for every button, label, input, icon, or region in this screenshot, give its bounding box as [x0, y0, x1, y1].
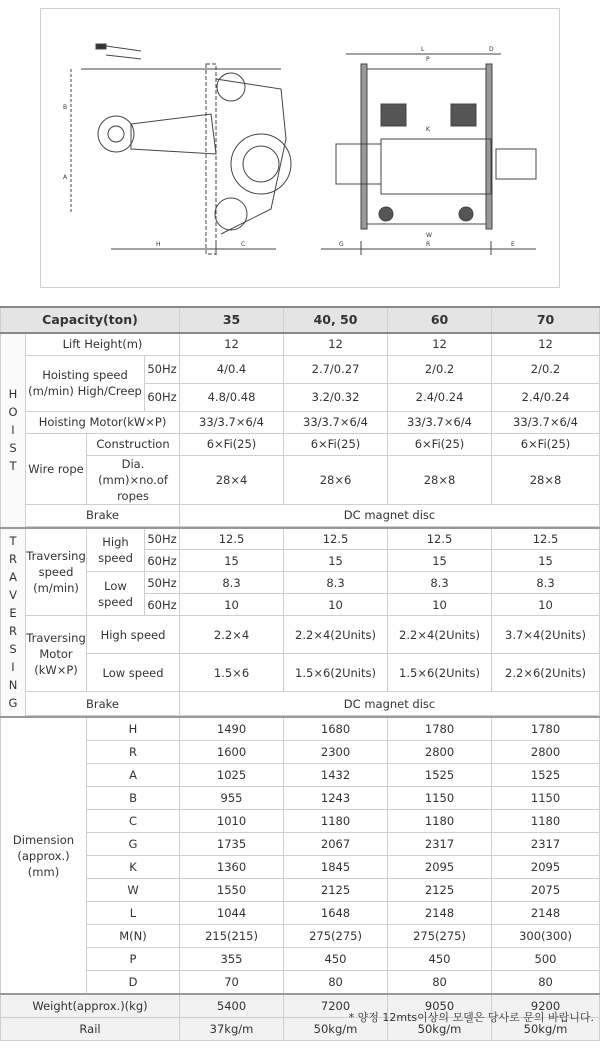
dimension-label: Dimension (approx.) (mm) — [1, 717, 87, 994]
drawing-gear-inner — [243, 146, 279, 182]
table-row: A 1025 1432 1525 1525 — [1, 764, 600, 787]
frame-body — [366, 69, 486, 224]
drawing-part — [96, 44, 106, 49]
frame-side — [361, 64, 367, 229]
table-row: K 1360 1845 2095 2095 — [1, 856, 600, 879]
capacity-40-50: 40, 50 — [284, 307, 388, 333]
drum — [381, 139, 491, 194]
footnote: * 양정 12mts이상의 모델은 당사로 문의 바랍니다. — [348, 1011, 594, 1024]
table-row — [1, 504, 600, 526]
traversing-section-label: T R A V E R S I N G — [1, 528, 26, 718]
table-row: C 1010 1180 1180 1180 — [1, 810, 600, 833]
technical-drawing — [40, 8, 560, 288]
weight-label: Weight(approx.)(kg) — [1, 994, 180, 1018]
table-row: T R A V E R S I N G Traversing speed (m/min) High speed 50Hz 12.5 12.5 12.5 12.5 — [1, 528, 600, 550]
table-row: H O I S T Lift Height(m) 12 12 12 12 — [1, 333, 600, 355]
lift-height-label: Lift Height(m) — [26, 333, 180, 355]
table-row: G 1735 2067 2317 2317 — [1, 833, 600, 856]
high-speed-label: High speed — [87, 528, 145, 572]
table-row — [1, 692, 600, 716]
traversing-speed-label: Traversing speed (m/min) — [26, 528, 87, 616]
drawing-gear — [231, 134, 291, 194]
hoist-drawing-svg — [41, 9, 559, 287]
capacity-70: 70 — [492, 307, 600, 333]
table-header-row — [1, 307, 600, 333]
motor-low-speed-label: Low speed — [87, 654, 180, 692]
hoisting-motor-label: Hoisting Motor(kW×P) — [26, 411, 180, 433]
construction-label: Construction — [87, 433, 180, 455]
table-row: 60Hz 15 15 15 15 — [1, 550, 600, 572]
drawing-line — [106, 55, 141, 59]
hoist-brake-value: DC magnet disc — [180, 504, 600, 526]
drawing-label: H — [156, 241, 161, 248]
hz-60-label: 60Hz — [145, 383, 180, 411]
rail-label: Rail — [1, 1018, 180, 1041]
drawing-label: B — [63, 104, 68, 111]
capacity-60: 60 — [388, 307, 492, 333]
drawing-label: C — [241, 241, 246, 248]
hz-50-label: 50Hz — [145, 355, 180, 383]
table-row: Low speed 50Hz 8.3 8.3 8.3 8.3 — [1, 572, 600, 594]
drawing-label: G — [339, 241, 344, 248]
low-speed-label: Low speed — [87, 572, 145, 616]
table-row: W 1550 2125 2125 2075 — [1, 879, 600, 902]
wire-rope-label: Wire rope — [26, 433, 87, 504]
table-row: M(N) 215(215) 275(275) 275(275) 300(300) — [1, 925, 600, 948]
drawing-label: D — [489, 46, 494, 53]
table-row: Dia.(mm)×no.of ropes 28×4 28×6 28×8 28×8 — [1, 455, 600, 504]
wheel — [379, 207, 393, 221]
table-row: Hoisting speed (m/min) High/Creep 50Hz 4/0.4 2.7/0.27 2/0.2 2/0.2 — [1, 355, 600, 383]
table-row: Rail 37kg/m 50kg/m 50kg/m 50kg/m — [1, 1018, 600, 1041]
table-row: 60Hz 4.8/0.48 3.2/0.32 2.4/0.24 2.4/0.24 — [1, 383, 600, 411]
table-row: Wire rope Construction 6×Fi(25) 6×Fi(25) 6×Fi(25) 6×Fi(25) — [1, 433, 600, 455]
drawing-label: P — [426, 56, 430, 63]
drawing-gear — [215, 198, 247, 230]
drawing-label: A — [63, 174, 68, 181]
table-row: 60Hz 10 10 10 10 — [1, 594, 600, 616]
table-row: L 1044 1648 2148 2148 — [1, 902, 600, 925]
table-row: Dimension (approx.) (mm) H 1490 1680 1780 1780 — [1, 717, 600, 741]
drawing-line — [106, 46, 141, 51]
hook-circle — [98, 116, 134, 152]
table-row: Hoisting Motor(kW×P) 33/3.7×6/4 33/3.7×6/4 33/3.7×6/4 33/3.7×6/4 — [1, 411, 600, 433]
drawing-part — [496, 149, 536, 179]
drawing-label: R — [426, 241, 431, 248]
table-row: Traversing Motor (kW×P) High speed 2.2×4 2.2×4(2Units) 2.2×4(2Units) 3.7×4(2Units) — [1, 616, 600, 654]
drawing-part — [131, 114, 216, 154]
traversing-motor-label: Traversing Motor (kW×P) — [26, 616, 87, 692]
hoist-brake-label: Brake — [26, 504, 180, 526]
motor-high-speed-label: High speed — [87, 616, 180, 654]
hoist-section-label: H O I S T — [1, 333, 26, 528]
drawing-label: L — [421, 46, 425, 53]
dia-label: Dia.(mm)×no.of ropes — [87, 455, 180, 504]
drawing-part — [206, 64, 216, 254]
traversing-brake-value: DC magnet disc — [180, 692, 600, 716]
drawing-gear — [217, 73, 245, 101]
traversing-brake-label: Brake — [26, 692, 180, 716]
hook-inner — [108, 126, 124, 142]
hoisting-speed-label: Hoisting speed (m/min) High/Creep — [26, 355, 145, 411]
wheel — [459, 207, 473, 221]
capacity-35: 35 — [180, 307, 284, 333]
table-row: Low speed 1.5×6 1.5×6(2Units) 1.5×6(2Units) 2.2×6(2Units) — [1, 654, 600, 692]
drawing-part — [381, 104, 406, 126]
table-row: P 355 450 450 500 — [1, 948, 600, 971]
drawing-label: W — [426, 232, 432, 239]
drawing-line — [216, 79, 286, 234]
drawing-label: K — [426, 126, 430, 133]
drawing-label: E — [511, 241, 515, 248]
motor-box — [336, 144, 381, 184]
table-row: D 70 80 80 80 — [1, 971, 600, 995]
table-row: B 955 1243 1150 1150 — [1, 787, 600, 810]
table-row: R 1600 2300 2800 2800 — [1, 741, 600, 764]
drawing-part — [451, 104, 476, 126]
capacity-label: Capacity(ton) — [1, 307, 180, 333]
spec-table — [0, 306, 600, 1041]
table-row: Weight(approx.)(kg) 5400 7200 9050 9200 — [1, 994, 600, 1018]
